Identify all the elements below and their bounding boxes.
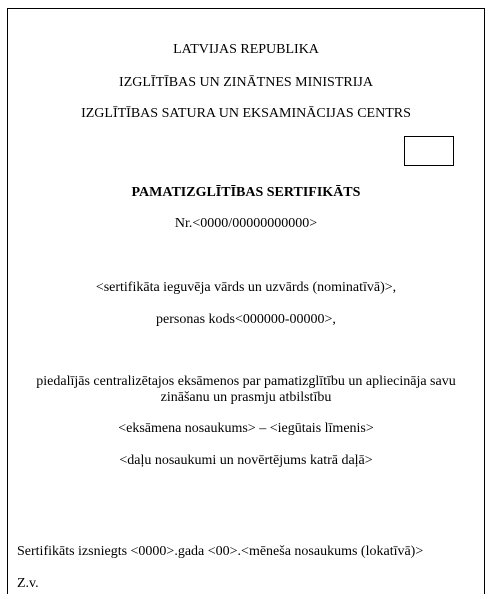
seal-place: Z.v.: [17, 576, 39, 591]
recipient-personal-code: personas kods<000000-00000>,: [156, 312, 336, 327]
statement-line-2: zināšanu un prasmju atbilstību: [160, 390, 332, 405]
certificate-number: Nr.<0000/00000000000>: [174, 216, 318, 231]
certificate-title: PAMATIZGLĪTĪBAS SERTIFIKĀTS: [131, 185, 361, 200]
header-centre: IZGLĪTĪBAS SATURA UN EKSAMINĀCIJAS CENTRS: [81, 106, 411, 121]
exam-parts: <daļu nosaukumi un novērtējums katrā daļā>: [119, 453, 373, 468]
header-ministry: IZGLĪTĪBAS UN ZINĀTNES MINISTRIJA: [119, 75, 373, 90]
issue-date: Sertifikāts izsniegts <0000>.gada <00>.<mēneša nosaukums (lokatīvā)>: [17, 544, 424, 559]
exam-result: <eksāmena nosaukums> – <iegūtais līmenis>: [118, 421, 374, 436]
document-frame: [7, 8, 485, 594]
statement-line-1: piedalījās centralizētajos eksāmenos par pamatizglītību un apliecināja savu: [36, 374, 456, 389]
photo-stamp-box: [404, 136, 454, 166]
recipient-name: <sertifikāta ieguvēja vārds un uzvārds (nominatīvā)>,: [95, 280, 397, 295]
header-country: LATVIJAS REPUBLIKA: [173, 42, 319, 57]
